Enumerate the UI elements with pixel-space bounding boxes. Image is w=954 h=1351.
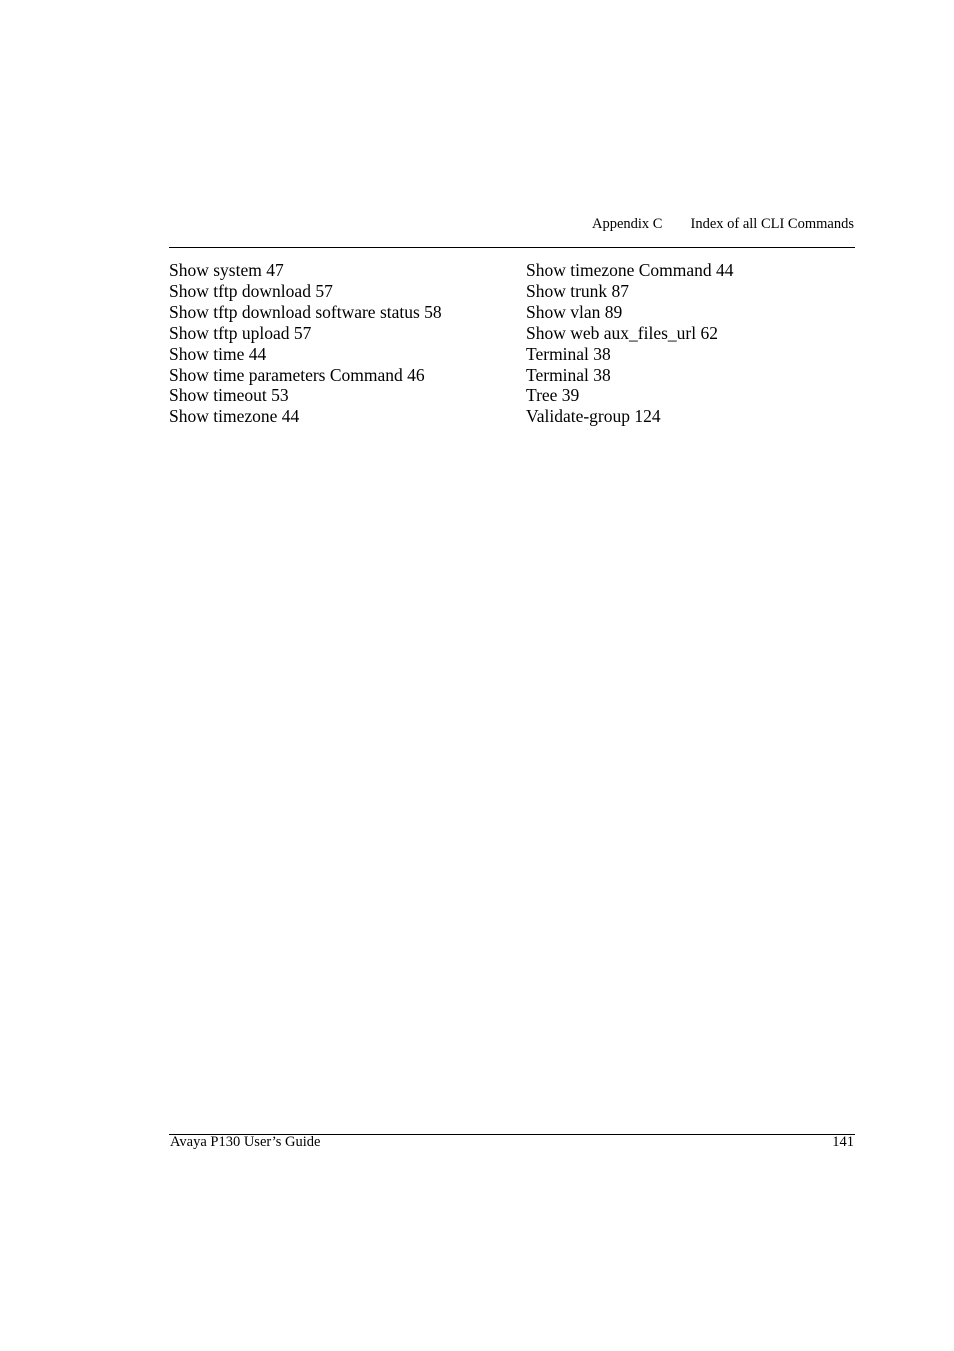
index-entry: Show trunk 87	[526, 280, 630, 301]
index-entry: Tree 39	[526, 385, 580, 406]
index-entry: Show tftp download 57	[169, 280, 333, 301]
header-section: Appendix C	[592, 216, 663, 232]
index-entry: Show time 44	[169, 343, 267, 364]
index-entry: Terminal 38	[526, 343, 611, 364]
index-entry: Show timezone Command 44	[526, 260, 734, 280]
footer-guide-title: Avaya P130 User’s Guide	[170, 1134, 321, 1150]
index-entry: Show web aux_files_url 62	[526, 322, 718, 343]
page-number: 141	[832, 1134, 854, 1150]
index-entry: Show system 47	[169, 260, 284, 280]
index-entry: Show vlan 89	[526, 301, 623, 322]
index-column-left	[169, 260, 442, 427]
index-entry: Show tftp upload 57	[169, 322, 312, 343]
index-entry: Validate-group 124	[526, 406, 661, 427]
index-entry: Show time parameters Command 46	[169, 364, 425, 385]
index-entry: Show timezone 44	[169, 406, 300, 427]
header-rule	[169, 247, 855, 248]
index-entry: Show tftp download software status 58	[169, 301, 442, 322]
running-header	[592, 216, 854, 233]
index-entry: Terminal 38	[526, 364, 611, 385]
index-column-right	[526, 260, 734, 427]
header-title: Index of all CLI Commands	[690, 216, 854, 232]
index-entry: Show timeout 53	[169, 385, 289, 406]
